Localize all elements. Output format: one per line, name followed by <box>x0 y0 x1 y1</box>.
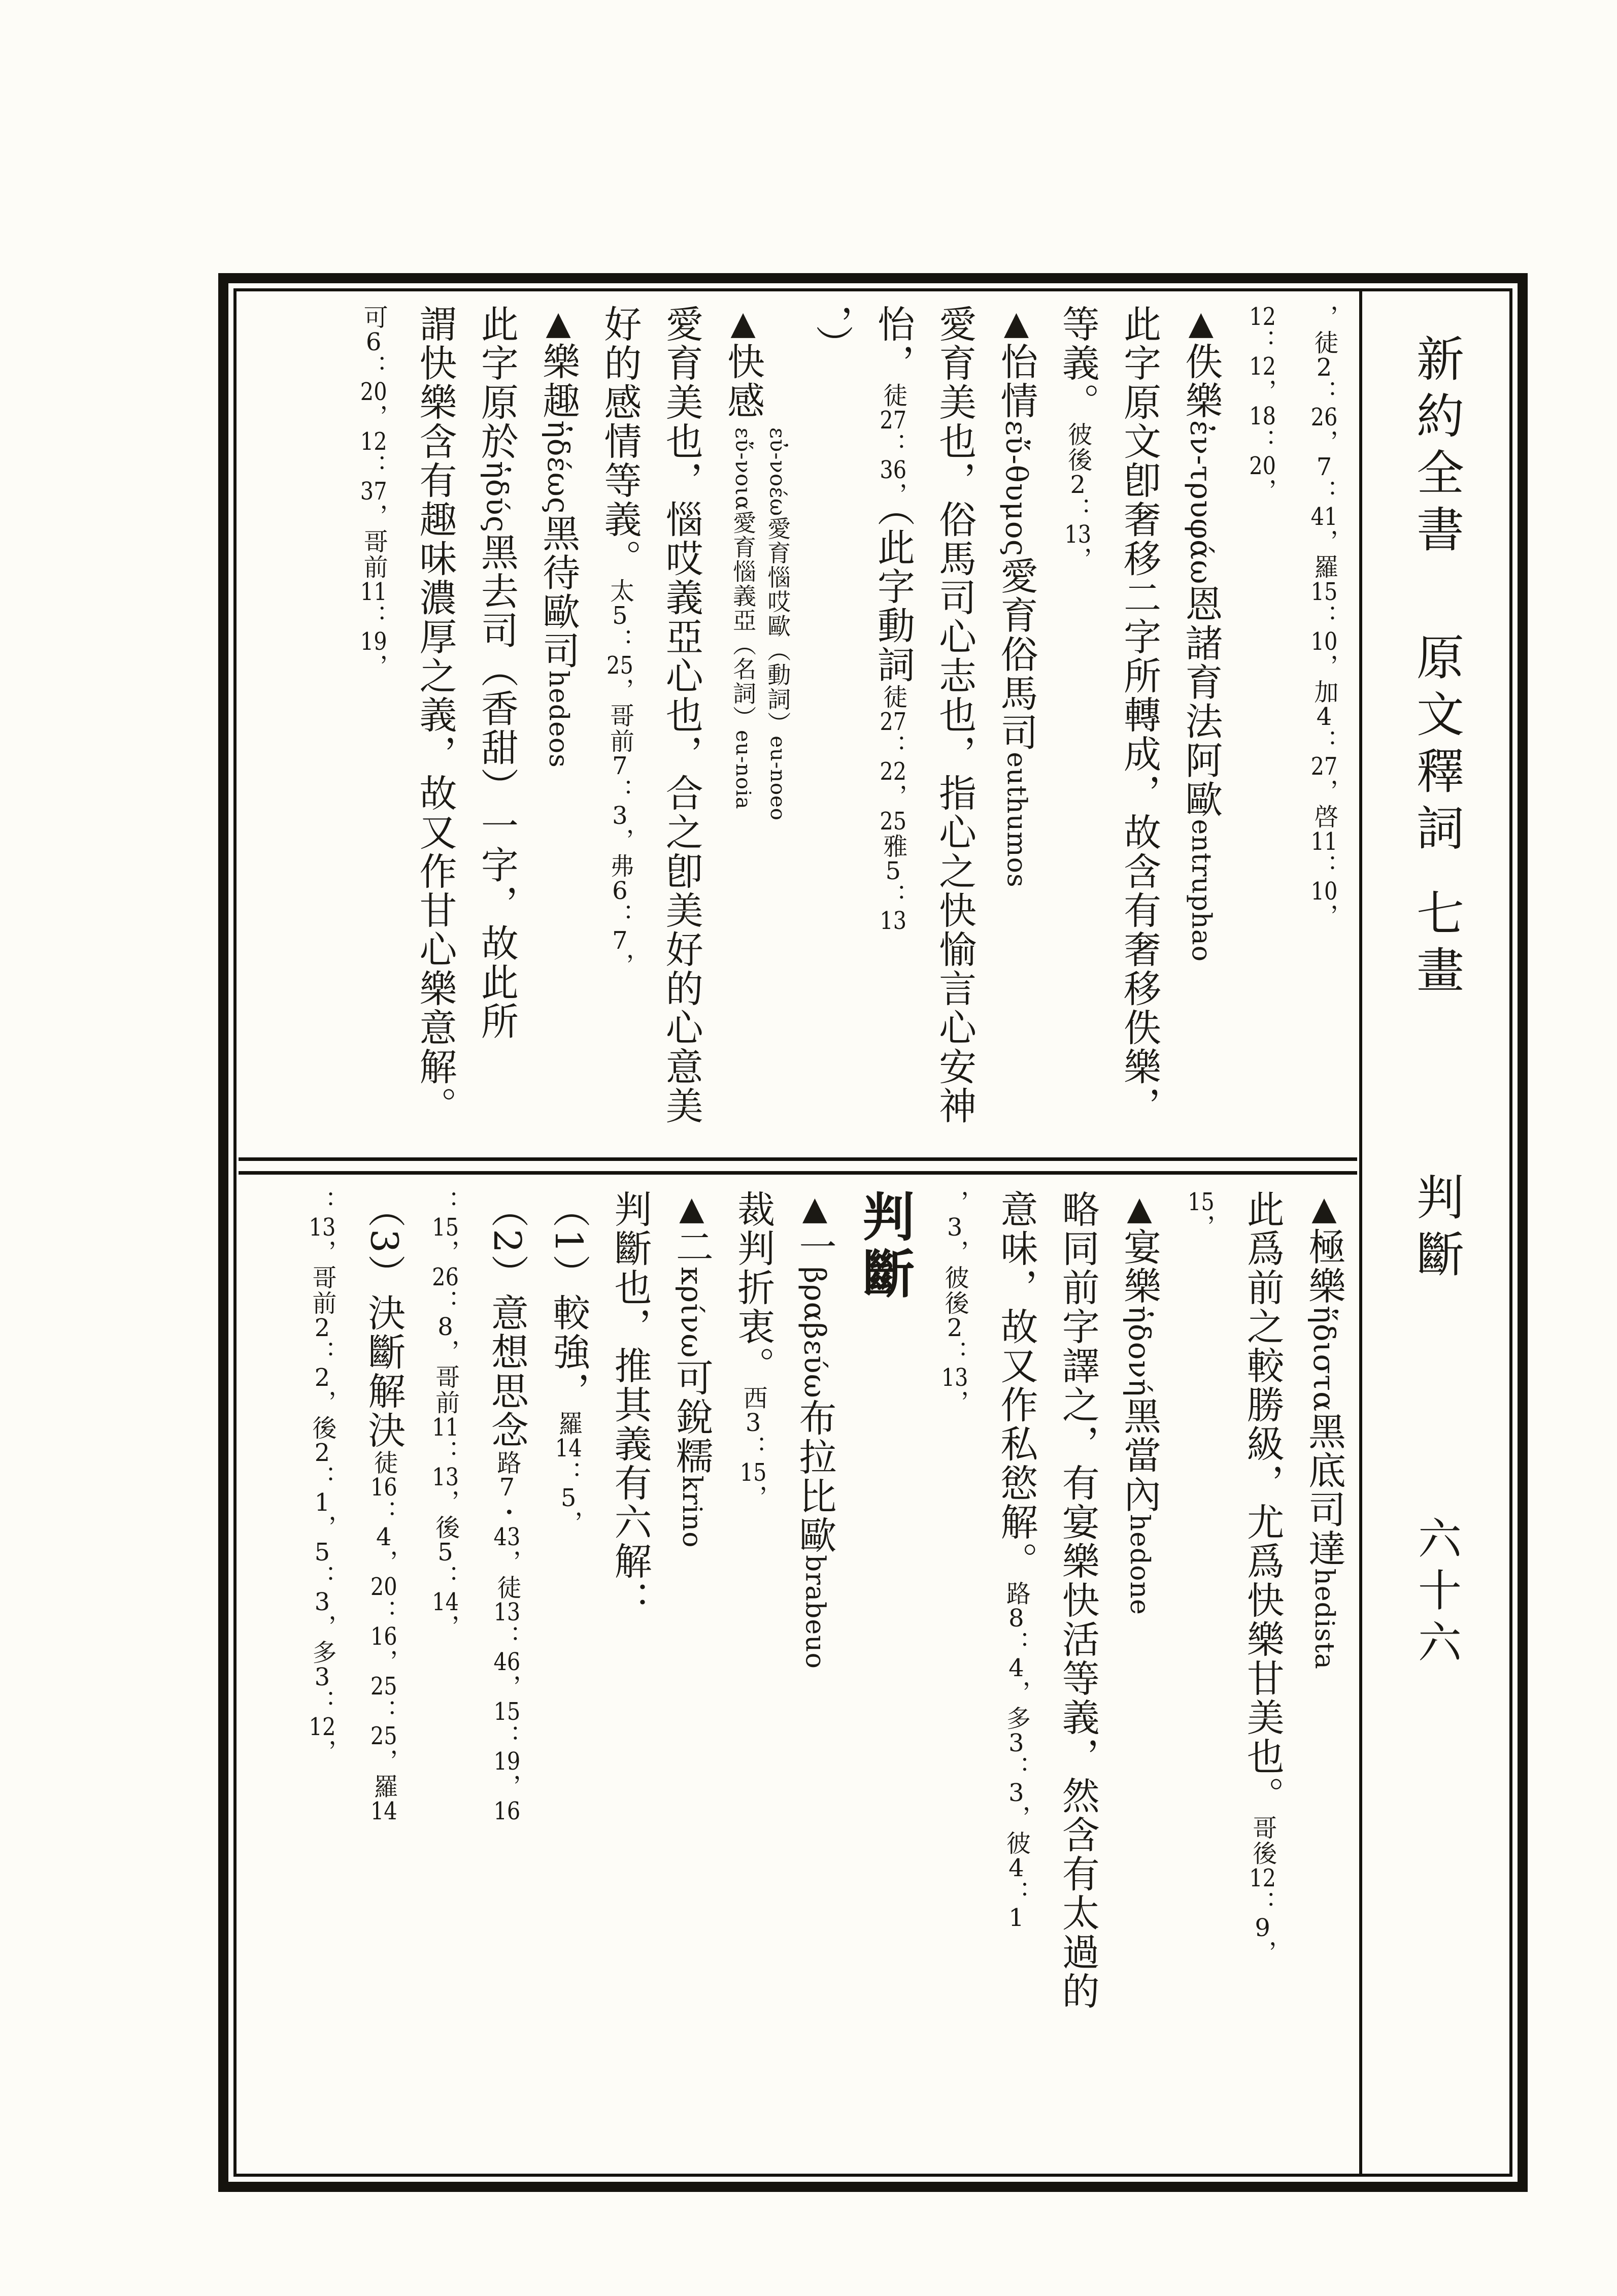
cjk-text: （此字動詞 <box>871 508 915 684</box>
cjk-text: 意味，故又作私慾解。 <box>994 1190 1038 1581</box>
text-column <box>1117 1190 1161 2167</box>
text-column <box>1055 1190 1099 2167</box>
cjk-text: 判斷也，推其義有六解： <box>608 1190 652 1620</box>
text-column <box>994 305 1038 1150</box>
reference-number: 14 <box>432 1590 459 1614</box>
reference-number: 16 <box>370 1624 397 1649</box>
reference-number: 4 <box>1316 705 1332 729</box>
reference-number: 4 <box>1008 1656 1024 1680</box>
latin-transliteration: eu-noia <box>731 730 755 810</box>
cjk-text: 愛育惱義亞（名詞） <box>729 511 757 730</box>
text-column <box>871 305 915 1150</box>
reference-number: 20 <box>370 1575 397 1600</box>
reference-number: 15 <box>432 1215 459 1240</box>
reference-number: 12 <box>1249 305 1276 329</box>
text-column <box>485 1190 529 2167</box>
main-text-area <box>237 291 1359 2174</box>
cjk-text: ，） <box>810 305 854 364</box>
reference-number: 7 <box>1316 455 1332 479</box>
text-column <box>731 1190 775 2167</box>
scripture-reference: 徒16：4，20：16，25：25，羅14 <box>369 1450 398 1824</box>
entry-triangle-icon: ▲ <box>1121 1190 1159 1227</box>
scripture-reference: 西3：15， <box>739 1385 768 1510</box>
reference-number: 25 <box>370 1674 397 1699</box>
reference-number: 7 <box>612 928 628 953</box>
latin-transliteration: entruphao <box>1186 819 1217 962</box>
reference-number: 27 <box>880 408 907 432</box>
entry-triangle-icon: ▲ <box>672 1190 711 1227</box>
text-column <box>1240 305 1284 1150</box>
text-column <box>932 1190 976 2167</box>
text-column <box>1055 305 1099 1150</box>
bottom-register <box>237 1175 1359 2174</box>
scripture-reference: 太5：25，哥前7：3，弗6：7， <box>605 578 634 978</box>
running-head-stroke-count: 七畫 <box>1408 888 1464 1002</box>
reference-number: 46 <box>493 1650 521 1675</box>
latin-transliteration: hedone <box>1124 1514 1155 1615</box>
greek-word: εὐ-νοέω <box>765 427 791 517</box>
cjk-text: 一 <box>793 1227 837 1267</box>
reference-number: 20 <box>1249 454 1276 478</box>
margin-column <box>1359 291 1509 2174</box>
text-column <box>809 305 853 1150</box>
text-column <box>994 1190 1038 2167</box>
reference-number: 18 <box>1249 404 1276 428</box>
reference-number: 7 <box>612 754 628 778</box>
cjk-text: 黑去司（香甜）一字，故此所 <box>475 533 519 1041</box>
running-head-section-title: 原文釋詞 <box>1408 633 1464 860</box>
reference-number: 13 <box>309 1215 336 1240</box>
reference-number: 36 <box>880 458 907 482</box>
reference-number: 10 <box>1310 629 1338 654</box>
text-column <box>423 1190 467 2167</box>
reference-number: 12 <box>309 1715 336 1739</box>
running-head-entry-word: 判斷 <box>1408 1173 1464 1286</box>
cjk-text: 等義。 <box>1056 305 1100 422</box>
scripture-reference: ，3，彼後2：13， <box>940 1190 969 1415</box>
dual-form-row <box>729 427 757 821</box>
reference-number: 12 <box>360 429 387 454</box>
entry-triangle-icon: ▲ <box>724 305 762 342</box>
reference-number: 11 <box>432 1415 459 1440</box>
scripture-reference: 徒27：22，25雅5：13 <box>879 684 907 933</box>
scripture-reference: ：13，哥前2：2，後2：1，5：3，多3：12， <box>308 1190 336 1765</box>
reference-number: 16 <box>493 1799 521 1824</box>
greek-word: εὔ-νοια <box>731 427 756 511</box>
reference-number: 13 <box>880 909 907 933</box>
cjk-text: （1）較強， <box>547 1190 591 1411</box>
entry-triangle-icon: ▲ <box>1182 305 1220 342</box>
reference-number: 5 <box>314 1540 330 1565</box>
section-heading: 判斷 <box>854 1190 915 1304</box>
greek-word: ἐν-τρυφάω <box>1184 420 1219 585</box>
cjk-text: 樂趣 <box>536 342 581 420</box>
cjk-text: 愛育俗馬司 <box>994 556 1038 752</box>
reference-number: 16 <box>370 1475 397 1500</box>
reference-number: 4 <box>1008 1856 1024 1880</box>
cjk-text: 此字原於 <box>475 305 519 461</box>
text-column <box>546 1190 590 2167</box>
text-column <box>361 1190 406 2167</box>
cjk-text: 愛育惱哎歐（動詞） <box>764 516 792 736</box>
reference-number: 27 <box>880 710 907 734</box>
reference-number: 43 <box>493 1525 521 1550</box>
entry-triangle-icon: ▲ <box>997 305 1035 342</box>
reference-number: 41 <box>1310 505 1338 529</box>
dual-form-row <box>763 427 792 821</box>
cjk-text: 可銳糯 <box>669 1358 714 1476</box>
greek-word: ἡδονή <box>1122 1306 1157 1397</box>
scripture-reference: ，徒2：26，7：41，羅15：10，加4：27，啓11：10， <box>1310 305 1338 929</box>
reference-number: 3 <box>612 804 628 828</box>
cjk-text: 快感 <box>721 342 765 420</box>
text-column <box>659 305 703 1150</box>
reference-number: 3 <box>1008 1781 1024 1805</box>
greek-word: ἥδιστα <box>1307 1306 1341 1412</box>
latin-transliteration: eu-noeo <box>766 736 790 821</box>
scripture-reference: 彼後2：13， <box>1063 422 1092 572</box>
reference-number: 22 <box>880 759 907 784</box>
cjk-text: 黑底司達 <box>1302 1412 1346 1569</box>
scripture-reference: 路7・43，徒13：46，15：19，16 <box>492 1450 521 1824</box>
page-frame <box>218 273 1528 2192</box>
reference-number: 15 <box>493 1700 521 1724</box>
text-column <box>669 1190 714 2167</box>
text-column <box>351 305 395 1150</box>
running-head-book-title: 新約全書 <box>1408 334 1464 561</box>
entry-triangle-icon: ▲ <box>796 1190 834 1227</box>
scripture-reference: 可6：20，12：37，哥前11：19， <box>359 305 388 679</box>
text-column <box>597 305 642 1150</box>
text-column <box>1178 1190 1223 2167</box>
text-column <box>1117 305 1161 1150</box>
register-divider <box>239 1157 1357 1175</box>
cjk-text: 此爲前之較勝級，尤爲快樂甘美也。 <box>1240 1190 1285 1815</box>
reference-number: 19 <box>360 629 387 654</box>
cjk-text: 恩諸育法阿歐 <box>1179 584 1223 819</box>
reference-number: 20 <box>360 380 387 404</box>
scripture-reference: 哥後12：9， <box>1248 1815 1277 1966</box>
text-column <box>608 1190 652 2167</box>
scripture-reference: 羅14：5， <box>554 1411 583 1536</box>
reference-number: 2 <box>1070 473 1086 497</box>
cjk-text: 怡， <box>871 305 915 383</box>
reference-number: 4 <box>376 1525 392 1550</box>
reference-number: 11 <box>1310 829 1338 854</box>
latin-transliteration: euthumos <box>1001 752 1032 888</box>
reference-number: 27 <box>1310 754 1338 779</box>
cjk-text: 此字原文卽奢移二字所轉成，故含有奢移佚樂， <box>1118 305 1162 1125</box>
reference-number: 2 <box>947 1316 963 1340</box>
reference-number: 6 <box>365 330 382 354</box>
cjk-text: 愛育美也，惱哎義亞心也，合之卽美好的心意美 <box>659 305 703 1125</box>
entry-triangle-icon: ▲ <box>1305 1190 1343 1227</box>
reference-number: 3 <box>745 1411 761 1435</box>
reference-number: 37 <box>360 479 387 504</box>
dual-form-block <box>723 427 792 821</box>
latin-transliteration: krino <box>676 1475 707 1548</box>
text-column <box>932 305 976 1150</box>
greek-word: κρίνω <box>674 1267 709 1358</box>
reference-number: 25 <box>370 1724 397 1749</box>
greek-word: ἡδύς <box>479 461 514 533</box>
cjk-text: 怡情 <box>994 342 1038 420</box>
reference-number: 9 <box>1255 1916 1270 1940</box>
reference-number: 5 <box>560 1486 577 1511</box>
cjk-text: 裁判折衷。 <box>731 1190 776 1385</box>
text-column <box>300 1190 344 2167</box>
reference-number: 2 <box>314 1366 330 1390</box>
text-column <box>721 305 792 1150</box>
reference-number: 15 <box>1187 1190 1215 1214</box>
reference-number: 13 <box>941 1366 968 1390</box>
scripture-reference: ：15，26：8，哥前11：13，後5：14， <box>431 1190 460 1640</box>
cjk-text: 略同前字譯之，有宴樂快活等義，然含有太過的 <box>1056 1190 1100 2011</box>
greek-word: ἡδέως <box>541 420 576 514</box>
reference-number: 3 <box>1008 1731 1024 1755</box>
reference-number: 11 <box>360 580 387 604</box>
entry-triangle-icon: ▲ <box>540 305 578 342</box>
reference-number: 12 <box>1249 1866 1276 1890</box>
reference-number: 6 <box>612 879 628 903</box>
reference-number: 12 <box>1249 354 1276 379</box>
scripture-reference: 路8：4，多3：3，彼4：1 <box>1002 1581 1031 1930</box>
page-frame-inner <box>233 288 1512 2177</box>
reference-number: 1 <box>1008 1906 1024 1930</box>
reference-number: 5 <box>437 1540 453 1565</box>
reference-number: 2 <box>1316 355 1332 380</box>
reference-number: 25 <box>607 653 633 678</box>
cjk-text: 佚樂 <box>1179 342 1223 420</box>
reference-number: 3 <box>947 1215 963 1240</box>
reference-number: 5 <box>612 604 628 628</box>
reference-number: 14 <box>555 1436 582 1461</box>
scripture-reference: 12：12，18：20， <box>1248 305 1277 504</box>
reference-number: 26 <box>1310 405 1338 429</box>
greek-word: βραβεύω <box>797 1267 832 1399</box>
reference-number: 3 <box>314 1665 330 1689</box>
reference-number: 2 <box>314 1441 330 1465</box>
reference-number: 5 <box>885 859 901 883</box>
reference-number: 13 <box>432 1465 459 1489</box>
cjk-text: 黑待歐司 <box>536 514 581 671</box>
scripture-reference: 徒27：36， <box>879 383 907 508</box>
latin-transliteration: hedeos <box>543 670 574 768</box>
latin-transliteration: brabeuo <box>799 1554 830 1669</box>
reference-number: 25 <box>880 809 907 834</box>
cjk-text: 布拉比歐 <box>793 1398 837 1555</box>
text-column <box>1178 305 1223 1150</box>
top-register <box>237 291 1359 1157</box>
greek-word: εὔ-θυμος <box>999 420 1034 557</box>
cjk-text: 極樂 <box>1302 1227 1346 1306</box>
reference-number: 13 <box>493 1600 521 1625</box>
text-column <box>536 305 580 1150</box>
reference-number: 1 <box>314 1490 330 1515</box>
cjk-text: 二 <box>669 1227 714 1267</box>
text-column <box>854 1190 915 2167</box>
text-column <box>413 305 457 1150</box>
reference-number: 15 <box>739 1460 767 1485</box>
cjk-text: （3）決斷解決 <box>362 1190 406 1450</box>
reference-number: 10 <box>1310 879 1338 904</box>
reference-number: 13 <box>1064 522 1092 547</box>
text-column <box>792 1190 836 2167</box>
scripture-reference: 15， <box>1187 1190 1216 1240</box>
reference-number: 26 <box>432 1265 459 1289</box>
text-column <box>1302 305 1346 1150</box>
cjk-text: （2）意想思念 <box>485 1190 529 1450</box>
text-column <box>1240 1190 1284 2167</box>
cjk-text: 宴樂 <box>1118 1227 1162 1306</box>
reference-number: 19 <box>493 1749 521 1774</box>
reference-number: 8 <box>437 1315 453 1339</box>
cjk-text: 好的感情等義。 <box>598 305 642 578</box>
reference-number: 3 <box>314 1590 330 1614</box>
cjk-text: 謂快樂含有趣味濃厚之義，故又作甘心樂意解。 <box>413 305 457 1125</box>
page-number: 六十六 <box>1410 1516 1461 1671</box>
reference-number: 2 <box>314 1316 330 1340</box>
reference-number: 8 <box>1008 1606 1024 1631</box>
reference-number: 15 <box>1310 580 1338 604</box>
text-column <box>1302 1190 1346 2167</box>
reference-number: 7 <box>499 1475 515 1500</box>
cjk-text: 愛育美也，俗馬司心志也，指心之快愉言心安神 <box>933 305 977 1125</box>
reference-number: 14 <box>370 1799 397 1824</box>
text-column <box>475 305 519 1150</box>
latin-transliteration: hedista <box>1309 1568 1339 1670</box>
cjk-text: 黑當內 <box>1118 1396 1162 1514</box>
